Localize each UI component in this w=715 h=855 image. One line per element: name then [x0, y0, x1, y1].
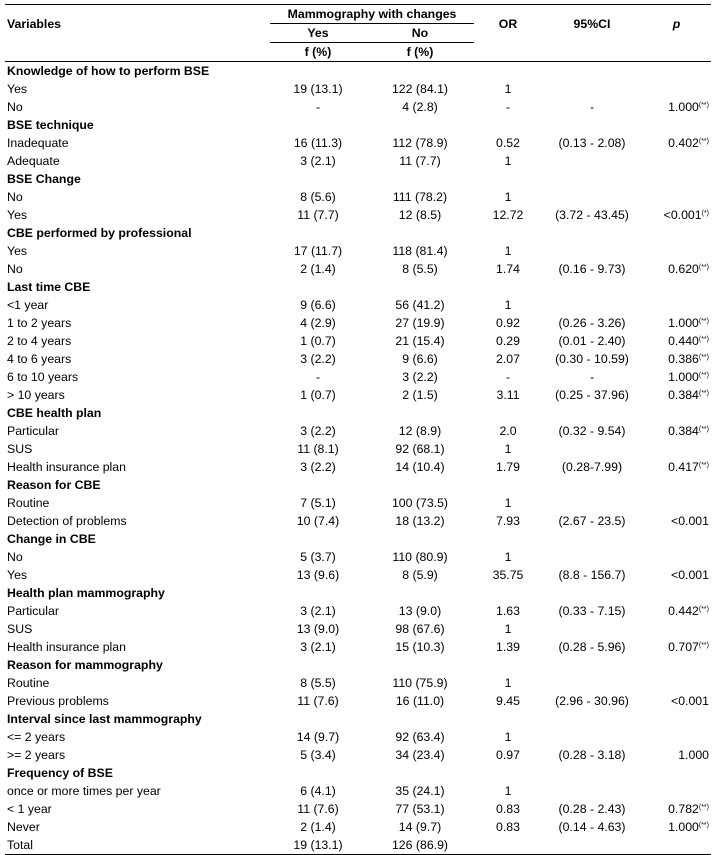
cell-or: 9.45	[496, 694, 520, 708]
row-label: No	[7, 100, 23, 114]
row-label: Particular	[7, 424, 59, 438]
results-table	[5, 4, 711, 855]
cell-ci: (2.96 - 30.96)	[555, 694, 629, 708]
cell-no: 92 (63.4)	[395, 730, 445, 744]
cell-yes: 2 (1.4)	[300, 262, 336, 276]
cell-yes: 11 (7.7)	[297, 208, 339, 222]
p-footnote-marker: (**)	[698, 606, 709, 613]
row-label: No	[7, 190, 23, 204]
cell-no: 12 (8.9)	[398, 424, 442, 438]
cell-ci: (0.28 - 2.43)	[558, 802, 626, 816]
cell-or: 12.72	[492, 208, 524, 222]
row-label: 4 to 6 years	[7, 352, 72, 366]
cell-p	[642, 728, 711, 746]
cell-no: 122 (84.1)	[391, 82, 449, 96]
row-label: Previous problems	[7, 694, 109, 708]
table-row	[5, 332, 711, 350]
row-label: SUS	[7, 622, 33, 636]
cell-ci: (2.67 - 23.5)	[558, 514, 626, 528]
row-label: Routine	[7, 496, 50, 510]
p-value: 0.442	[668, 604, 699, 618]
p-footnote-marker: (**)	[698, 264, 709, 271]
row-label: No	[7, 262, 23, 276]
cell-yes: 4 (2.9)	[300, 316, 336, 330]
cell-ci: (3.72 - 43.45)	[555, 208, 629, 222]
cell-p	[642, 98, 711, 116]
cell-p	[642, 188, 711, 206]
cell-or: 1	[504, 550, 512, 564]
p-value: <0.001	[671, 514, 709, 528]
row-label: Inadequate	[7, 136, 69, 150]
row-label: SUS	[7, 442, 33, 456]
cell-ci	[542, 782, 642, 800]
cell-p	[642, 746, 711, 764]
cell-p	[642, 692, 711, 710]
cell-p	[642, 512, 711, 530]
cell-or: 1	[504, 298, 512, 312]
cell-yes: 8 (5.5)	[300, 676, 336, 690]
header-unit-yes: f (%)	[270, 43, 366, 62]
cell-p	[642, 800, 711, 818]
p-value: 0.384	[668, 424, 699, 438]
section-label: Reason for mammography	[7, 658, 163, 672]
section-label: Change in CBE	[7, 532, 96, 546]
cell-no: 118 (81.4)	[392, 244, 448, 258]
table-row	[5, 314, 711, 332]
row-label: 2 to 4 years	[7, 334, 72, 348]
cell-yes: 11 (7.6)	[297, 694, 339, 708]
cell-p	[642, 566, 711, 584]
cell-no: 14 (9.7)	[398, 820, 442, 834]
cell-ci	[542, 188, 642, 206]
row-label: Particular	[7, 604, 59, 618]
cell-yes: 16 (11.3)	[293, 136, 343, 150]
p-value: 0.440	[668, 334, 699, 348]
cell-or: 1	[504, 82, 512, 96]
cell-no: 4 (2.8)	[402, 100, 438, 114]
cell-no: 56 (41.2)	[395, 298, 445, 312]
cell-ci: (0.32 - 9.54)	[558, 424, 626, 438]
cell-or: 1.79	[496, 460, 520, 474]
cell-yes: 7 (5.1)	[300, 496, 336, 510]
p-footnote-marker: (**)	[698, 822, 709, 829]
cell-p	[642, 836, 711, 855]
cell-ci: (0.26 - 3.26)	[558, 316, 626, 330]
cell-yes: 11 (8.1)	[297, 442, 339, 456]
cell-yes: 2 (1.4)	[300, 820, 336, 834]
cell-yes: 3 (2.1)	[300, 640, 336, 654]
cell-or: 3.11	[496, 388, 520, 402]
cell-p	[642, 494, 711, 512]
cell-p	[642, 296, 711, 314]
header-row-1	[5, 5, 711, 24]
cell-ci: (0.14 - 4.63)	[558, 820, 626, 834]
section-label: CBE health plan	[7, 406, 102, 420]
cell-p	[642, 350, 711, 368]
table-row	[5, 296, 711, 314]
cell-yes: 13 (9.0)	[296, 622, 340, 636]
cell-or: 1	[504, 676, 512, 690]
cell-ci	[542, 674, 642, 692]
cell-no: 12 (8.5)	[398, 208, 442, 222]
row-label: >= 2 years	[7, 748, 66, 762]
section-row	[5, 476, 711, 494]
row-label: Yes	[7, 244, 28, 258]
cell-or: 1	[504, 244, 512, 258]
p-value: 0.384	[668, 388, 699, 402]
table-header	[5, 5, 711, 62]
section-label: Interval since last mammography	[7, 712, 202, 726]
p-value: 0.620	[668, 262, 699, 276]
cell-no: 16 (11.0)	[395, 694, 445, 708]
cell-p	[642, 332, 711, 350]
table-row	[5, 458, 711, 476]
table-row	[5, 368, 711, 386]
table-row	[5, 602, 711, 620]
header-variables: Variables	[5, 5, 270, 43]
cell-ci: (0.01 - 2.40)	[558, 334, 626, 348]
header-yes: Yes	[270, 24, 366, 43]
section-row	[5, 170, 711, 188]
table-row	[5, 206, 711, 224]
cell-ci	[542, 152, 642, 170]
section-label: Frequency of BSE	[7, 766, 113, 780]
cell-no: 126 (86.9)	[366, 836, 474, 855]
section-row	[5, 710, 711, 728]
row-label: Never	[7, 820, 40, 834]
cell-yes: -	[315, 370, 321, 384]
p-footnote-marker: (**)	[698, 642, 709, 649]
cell-or: 1	[504, 496, 512, 510]
row-label: Yes	[7, 208, 28, 222]
cell-ci	[542, 296, 642, 314]
cell-no: 13 (9.0)	[398, 604, 442, 618]
cell-no: 100 (73.5)	[391, 496, 449, 510]
row-label: <1 year	[7, 298, 49, 312]
table-row	[5, 746, 711, 764]
cell-or: 0.83	[496, 802, 520, 816]
cell-ci: (0.28-7.99)	[561, 460, 623, 474]
table-row	[5, 638, 711, 656]
table-row	[5, 800, 711, 818]
cell-p	[642, 602, 711, 620]
header-ci: 95%CI	[542, 5, 642, 43]
cell-no: 34 (23.4)	[395, 748, 445, 762]
cell-yes: 9 (6.6)	[300, 298, 336, 312]
cell-ci	[542, 836, 642, 855]
header-no: No	[366, 24, 474, 43]
cell-p	[642, 368, 711, 386]
cell-yes: 19 (13.1)	[270, 836, 366, 855]
cell-yes: 13 (9.6)	[296, 568, 340, 582]
cell-no: 3 (2.2)	[402, 370, 438, 384]
table-row	[5, 674, 711, 692]
row-label: <= 2 years	[7, 730, 66, 744]
section-row	[5, 764, 711, 782]
p-footnote-marker: (**)	[698, 138, 709, 145]
cell-yes: 5 (3.7)	[300, 550, 336, 564]
section-label: Knowledge of how to perform BSE	[7, 64, 210, 78]
section-row	[5, 116, 711, 134]
cell-or: 0.29	[496, 334, 520, 348]
table-row	[5, 692, 711, 710]
p-footnote-marker: (**)	[698, 336, 709, 343]
cell-p	[642, 458, 711, 476]
section-label: Health plan mammography	[7, 586, 165, 600]
row-label: Total	[5, 836, 270, 855]
cell-no: 8 (5.5)	[402, 262, 438, 276]
cell-yes: 11 (7.6)	[297, 802, 339, 816]
cell-no: 110 (75.9)	[392, 676, 448, 690]
cell-ci: (0.30 - 10.59)	[555, 352, 629, 366]
cell-or: 1	[504, 154, 512, 168]
section-label: BSE technique	[7, 118, 94, 132]
header-or: OR	[474, 5, 542, 43]
cell-p	[642, 242, 711, 260]
table-row	[5, 350, 711, 368]
section-row	[5, 278, 711, 296]
p-footnote-marker: (**)	[698, 318, 709, 325]
cell-ci	[542, 242, 642, 260]
cell-ci	[542, 80, 642, 98]
cell-ci	[542, 494, 642, 512]
cell-no: 111 (78.2)	[392, 190, 448, 204]
cell-p	[642, 134, 711, 152]
cell-ci: (0.28 - 3.18)	[558, 748, 626, 762]
cell-no: 9 (6.6)	[402, 352, 438, 366]
cell-no: 2 (1.5)	[402, 388, 438, 402]
cell-or: 1.63	[496, 604, 520, 618]
cell-no: 112 (78.9)	[392, 136, 448, 150]
cell-no: 8 (5.9)	[402, 568, 438, 582]
p-value: 1.000	[668, 820, 699, 834]
row-label: Yes	[7, 568, 28, 582]
p-footnote-marker: (**)	[698, 390, 709, 397]
cell-or: 0.97	[496, 748, 520, 762]
cell-or: 1.74	[496, 262, 520, 276]
cell-ci: (0.16 - 9.73)	[558, 262, 626, 276]
cell-yes: 8 (5.6)	[300, 190, 336, 204]
table-row	[5, 494, 711, 512]
p-value: 1.000	[668, 100, 699, 114]
cell-yes: 6 (4.1)	[300, 784, 336, 798]
cell-ci: (0.28 - 5.96)	[558, 640, 626, 654]
cell-p	[642, 80, 711, 98]
cell-yes: 1 (0.7)	[300, 334, 336, 348]
cell-p	[642, 206, 711, 224]
p-footnote-marker: (*)	[701, 210, 709, 217]
cell-or: -	[505, 100, 511, 114]
table-row	[5, 188, 711, 206]
cell-p	[642, 386, 711, 404]
cell-ci: (0.33 - 7.15)	[558, 604, 626, 618]
row-label: 1 to 2 years	[7, 316, 72, 330]
table-row	[5, 548, 711, 566]
section-row	[5, 224, 711, 242]
cell-no: 92 (68.1)	[395, 442, 445, 456]
cell-or: 1	[504, 442, 512, 456]
table-row	[5, 386, 711, 404]
section-row	[5, 404, 711, 422]
section-label: Reason for CBE	[7, 478, 101, 492]
cell-no: 27 (19.9)	[395, 316, 445, 330]
p-footnote-marker: (**)	[698, 102, 709, 109]
row-label: Routine	[7, 676, 50, 690]
table-row	[5, 80, 711, 98]
p-value: 1.000	[668, 370, 699, 384]
p-value: <0.001	[671, 694, 709, 708]
cell-ci: (0.13 - 2.08)	[558, 136, 626, 150]
cell-p	[642, 548, 711, 566]
table-row	[5, 260, 711, 278]
row-label: < 1 year	[7, 802, 52, 816]
header-row-3	[5, 43, 711, 62]
row-label: Adequate	[7, 154, 60, 168]
cell-ci	[542, 548, 642, 566]
cell-or: 0.52	[496, 136, 520, 150]
table-row	[5, 728, 711, 746]
row-label: 6 to 10 years	[7, 370, 79, 384]
section-row	[5, 584, 711, 602]
cell-p	[642, 422, 711, 440]
cell-or: 1	[504, 622, 512, 636]
cell-no: 15 (10.3)	[395, 640, 445, 654]
header-unit-no: f (%)	[366, 43, 474, 62]
cell-no: 21 (15.4)	[395, 334, 445, 348]
table-row	[5, 98, 711, 116]
cell-p	[642, 638, 711, 656]
p-value: 0.707	[668, 640, 699, 654]
cell-ci: (8.8 - 156.7)	[558, 568, 626, 582]
p-value: 0.417	[668, 460, 699, 474]
cell-yes: 3 (2.1)	[300, 154, 336, 168]
cell-or: 0.92	[496, 316, 520, 330]
cell-or: 2.0	[499, 424, 517, 438]
header-group: Mammography with changes	[270, 5, 474, 24]
cell-yes: 3 (2.2)	[300, 424, 336, 438]
cell-or: 35.75	[492, 568, 524, 582]
cell-no: 98 (67.6)	[395, 622, 445, 636]
section-row	[5, 656, 711, 674]
cell-or: 0.83	[496, 820, 520, 834]
cell-yes: 3 (2.1)	[300, 604, 336, 618]
cell-ci: -	[589, 370, 595, 384]
cell-p	[642, 620, 711, 638]
cell-ci: -	[589, 100, 595, 114]
table-row	[5, 152, 711, 170]
cell-ci	[542, 440, 642, 458]
cell-p	[642, 674, 711, 692]
table-row	[5, 836, 711, 855]
table-row	[5, 242, 711, 260]
cell-yes: 5 (3.4)	[300, 748, 336, 762]
section-label: CBE performed by professional	[7, 226, 192, 240]
cell-yes: 1 (0.7)	[300, 388, 336, 402]
p-footnote-marker: (**)	[698, 804, 709, 811]
row-label: Yes	[7, 82, 28, 96]
cell-ci	[542, 728, 642, 746]
p-footnote-marker: (**)	[698, 462, 709, 469]
cell-or: 7.93	[496, 514, 520, 528]
p-value: 0.782	[668, 802, 699, 816]
section-row	[5, 530, 711, 548]
p-value: 0.402	[668, 136, 699, 150]
cell-yes: -	[315, 100, 321, 114]
table-row	[5, 422, 711, 440]
cell-p	[642, 440, 711, 458]
cell-or	[474, 836, 542, 855]
cell-yes: 10 (7.4)	[296, 514, 340, 528]
p-value: 0.386	[668, 352, 699, 366]
table-row	[5, 440, 711, 458]
cell-yes: 14 (9.7)	[296, 730, 340, 744]
cell-or: 2.07	[496, 352, 520, 366]
table-row	[5, 134, 711, 152]
p-footnote-marker: (**)	[698, 426, 709, 433]
header-p: p	[642, 5, 711, 43]
table-body	[5, 62, 711, 855]
row-label: Detection of problems	[7, 514, 127, 528]
cell-p	[642, 152, 711, 170]
cell-p	[642, 314, 711, 332]
cell-no: 77 (53.1)	[395, 802, 445, 816]
section-label: Last time CBE	[7, 280, 91, 294]
cell-no: 11 (7.7)	[399, 154, 441, 168]
cell-no: 110 (80.9)	[392, 550, 448, 564]
cell-or: 1.39	[496, 640, 520, 654]
section-row	[5, 62, 711, 81]
table-row	[5, 782, 711, 800]
table-row	[5, 512, 711, 530]
p-value: <0.001	[663, 208, 702, 222]
cell-p	[642, 260, 711, 278]
table-row	[5, 818, 711, 836]
p-value: 1.000	[668, 316, 699, 330]
cell-yes: 19 (13.1)	[293, 82, 343, 96]
cell-p	[642, 818, 711, 836]
cell-no: 35 (24.1)	[395, 784, 445, 798]
p-value: <0.001	[671, 568, 709, 582]
table-row	[5, 566, 711, 584]
row-label: Health insurance plan	[7, 460, 126, 474]
row-label: once or more times per year	[7, 784, 161, 798]
cell-yes: 17 (11.7)	[293, 244, 343, 258]
section-label: BSE Change	[7, 172, 81, 186]
cell-or: -	[505, 370, 511, 384]
cell-or: 1	[504, 784, 512, 798]
cell-ci: (0.25 - 37.96)	[555, 388, 629, 402]
cell-yes: 3 (2.2)	[300, 352, 336, 366]
cell-ci	[542, 620, 642, 638]
p-value: 1.000	[678, 748, 709, 762]
cell-p	[642, 782, 711, 800]
cell-yes: 3 (2.2)	[300, 460, 336, 474]
p-footnote-marker: (**)	[698, 372, 709, 379]
p-footnote-marker: (**)	[698, 354, 709, 361]
cell-no: 14 (10.4)	[395, 460, 445, 474]
row-label: No	[7, 550, 23, 564]
cell-no: 18 (13.2)	[395, 514, 445, 528]
row-label: Health insurance plan	[7, 640, 126, 654]
row-label: > 10 years	[7, 388, 65, 402]
cell-or: 1	[504, 730, 512, 744]
cell-or: 1	[504, 190, 512, 204]
table-row	[5, 620, 711, 638]
